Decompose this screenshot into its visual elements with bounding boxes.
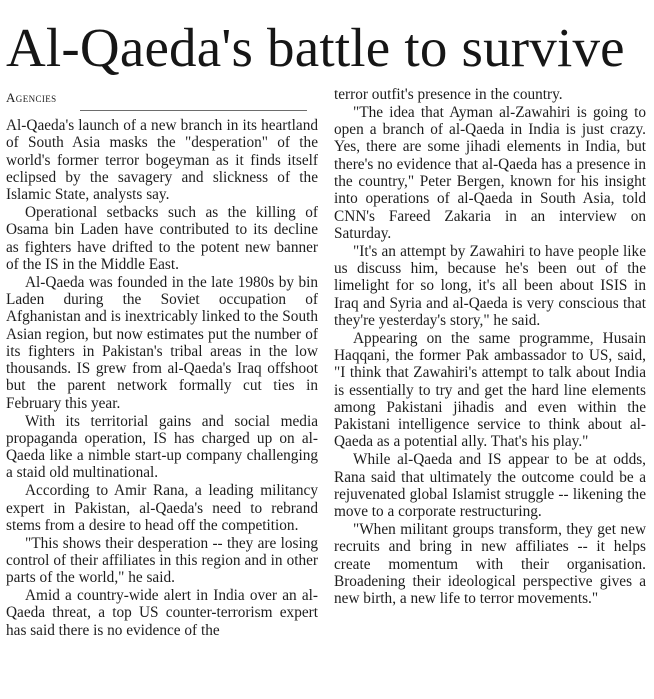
paragraph: Amid a country-wide alert in India over an al-Qaeda threat, a top US counter-terrorism expert has said there is no evidence of the	[6, 587, 318, 639]
byline: Agencies	[6, 90, 57, 105]
paragraph: "The idea that Ayman al-Zawahiri is going to open a branch of al-Qaeda in India is just crazy. Yes, there are some jihadi elements in India, but there's no evidence that al-Qaeda has a presence in the country," Peter Bergen, known for his insight into operations of al-Qaeda in South Asia, told CNN's Fareed Zakaria in an interview on Saturday.	[334, 103, 646, 242]
paragraph: Operational setbacks such as the killing of Osama bin Laden have contributed to its decline as fighters have drifted to the potent new banner of the IS in the Middle East.	[6, 203, 318, 273]
paragraph: "When militant groups transform, they get new recruits and bring in new affiliates -- it helps create momentum with their organisation. Broadening their ideological perspective gives a new birth, a new life to terror movements."	[334, 520, 646, 608]
paragraph: Appearing on the same programme, Husain Haqqani, the former Pak ambassador to US, said, "I think that Zawahiri's attempt to talk about India is essentially to try and get the hard line elements among Pakistani jihadis and even within the Pakistani intelligence service to think about al-Qaeda as a potential ally. That's his play."	[334, 329, 646, 451]
headline: Al-Qaeda's battle to survive	[6, 17, 625, 78]
paragraph: With its territorial gains and social media propaganda operation, IS has charged up on al-Qaeda like a nimble start-up company challenging a staid old multinational.	[6, 412, 318, 482]
paragraph: "It's an attempt by Zawahiri to have people like us discuss him, because he's been out of the limelight for so long, it's all been about ISIS in Iraq and Syria and al-Qaeda is very conscious that they're yesterday's story," he said.	[334, 242, 646, 329]
paragraph: While al-Qaeda and IS appear to be at odds, Rana said that ultimately the outcome could be a rejuvenated global Islamist struggle -- likening the move to a corporate restructuring.	[334, 451, 646, 521]
paragraph: "This shows their desperation -- they are losing control of their affiliates in this region and in other parts of the world," he said.	[6, 534, 318, 587]
paragraph: Al-Qaeda was founded in the late 1980s by bin Laden during the Soviet occupation of Afghanistan and is inextricably linked to the South Asian region, but now estimates put the number of its fighters in Pakistan's tribal areas in the low thousands. IS grew from al-Qaeda's Iraq offshoot but the parent network formally cut ties in February this year.	[6, 273, 318, 412]
paragraph: Al-Qaeda's launch of a new branch in its heartland of South Asia masks the "desperation" of the world's former terror bogeyman as it finds itself eclipsed by the savagery and slickness of the Islamic State, analysts say.	[6, 117, 318, 204]
paragraph: According to Amir Rana, a leading militancy expert in Pakistan, al-Qaeda's need to rebrand stems from a desire to head off the competition.	[6, 482, 318, 534]
paragraph-continuation: terror outfit's presence in the country.	[334, 86, 563, 103]
left-column	[6, 117, 318, 639]
right-column	[334, 86, 646, 608]
byline-divider	[80, 110, 307, 111]
